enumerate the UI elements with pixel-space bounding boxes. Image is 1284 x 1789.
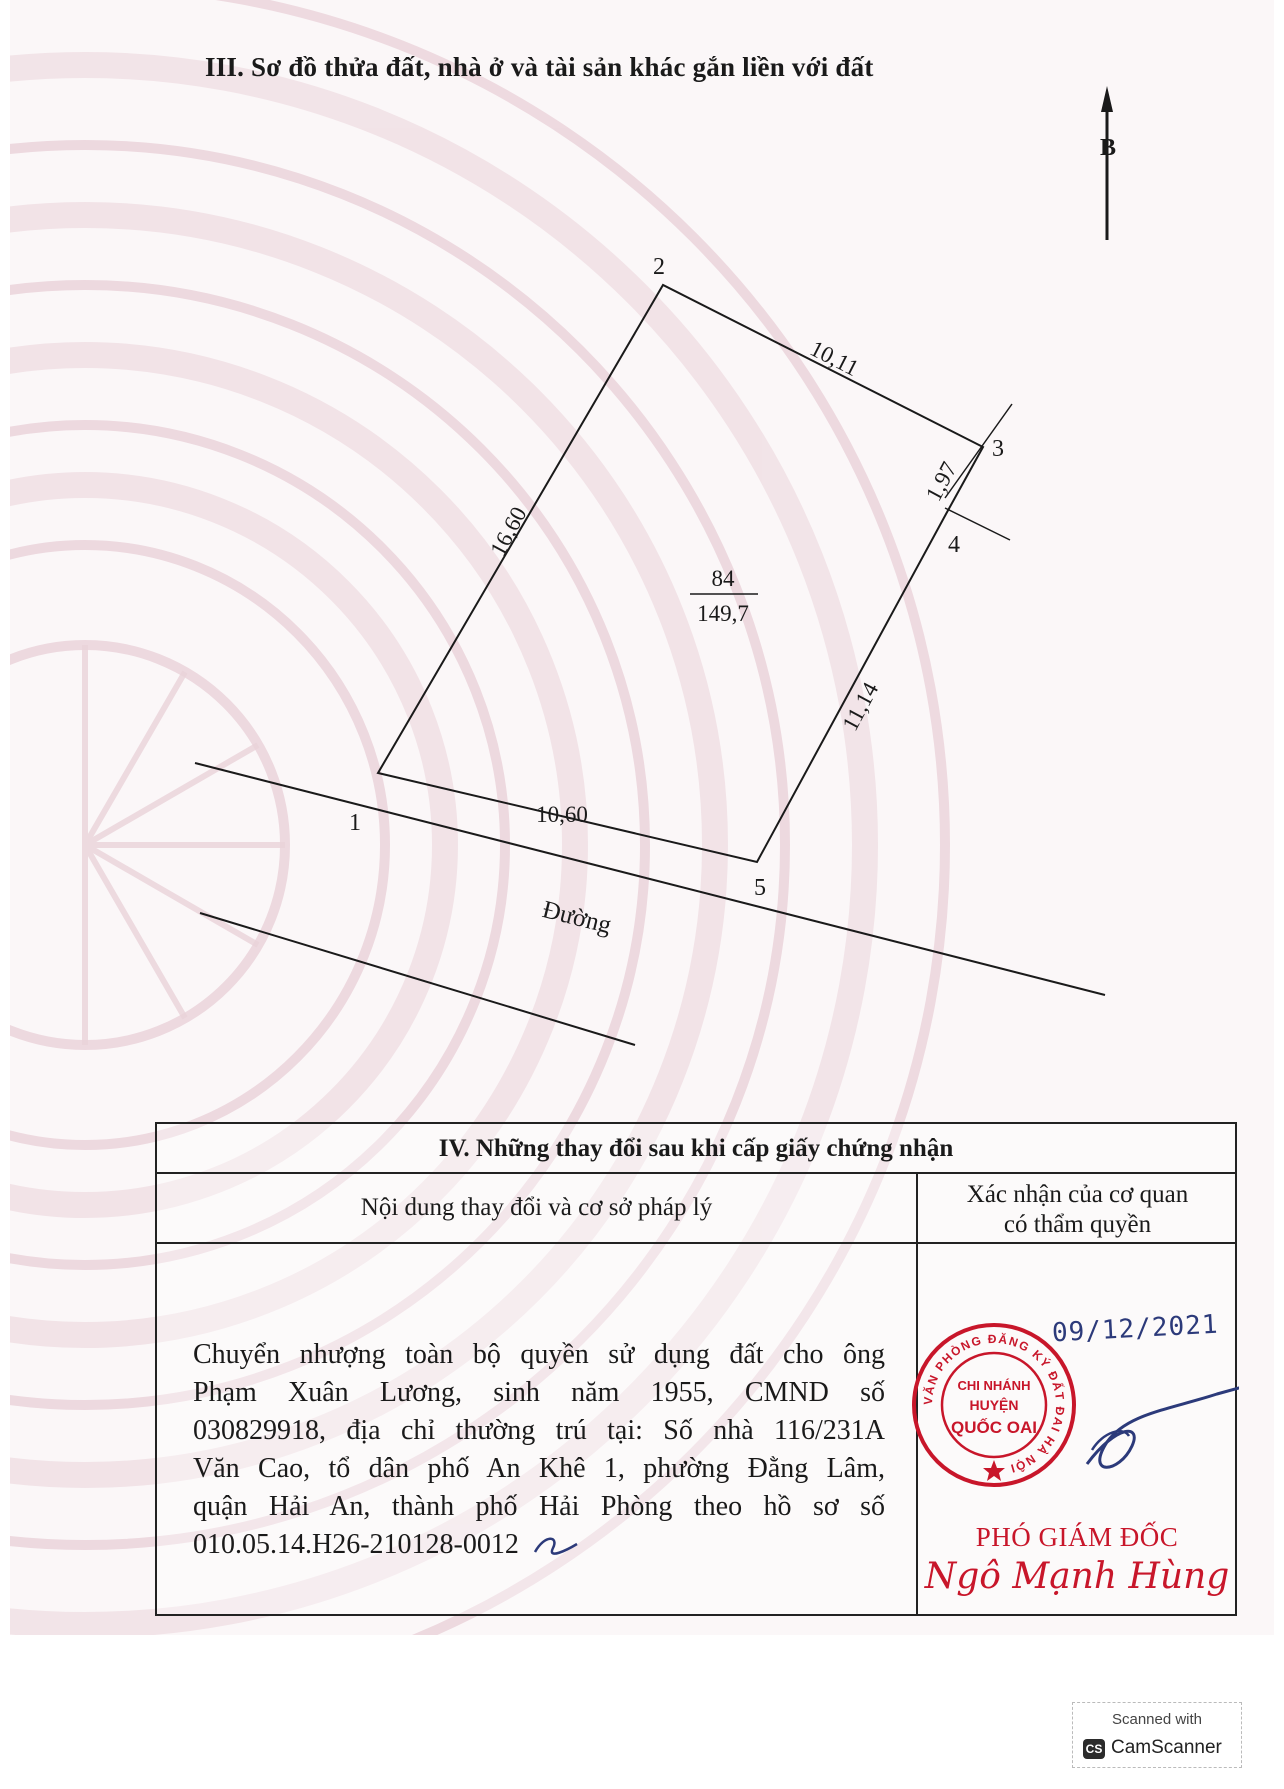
edge-length-5-1: 10,60 [536,802,588,827]
edge-length-1-2: 16,60 [485,502,532,561]
col-header-approval-line2: có thẩm quyền [1003,1211,1152,1238]
point-label-5: 5 [754,875,766,901]
section-iii-title: III. Sơ đồ thửa đất, nhà ở và tài sản khác gắn liền với đất [205,52,874,82]
point-label-2: 2 [653,254,665,280]
camscanner-logo-icon: CS [1083,1739,1105,1759]
road-edge-lower [200,913,635,1045]
col-header-content: Nội dung thay đổi và cơ sở pháp lý [360,1194,713,1221]
edge-length-2-3: 10,11 [806,335,863,382]
edge-length-3-4: 1,97 [920,457,962,506]
seal-line-3: QUỐC OAI [951,1418,1037,1437]
point-label-1: 1 [349,810,361,836]
changes-table [155,1122,1237,1616]
road-label: Đường [539,896,614,940]
col-header-approval [918,1180,1237,1240]
section-iv-title: IV. Những thay đổi sau khi cấp giấy chứng nhận [157,1124,1235,1174]
edge-length-4-5: 11,14 [837,678,884,735]
parcel-number: 84 [711,566,735,591]
approver-title: PHÓ GIÁM ĐỐC [975,1522,1179,1552]
point-label-3: 3 [992,436,1004,462]
parcel-boundary [378,285,983,862]
col-header-approval-line1: Xác nhận của cơ quan [966,1181,1189,1208]
camscanner-watermark [1072,1702,1242,1768]
parcel-area: 149,7 [697,601,749,626]
seal-line-2: HUYỆN [969,1397,1019,1413]
approval-date: 09/12/2021 [1051,1309,1220,1349]
seal-line-1: CHI NHÁNH [957,1378,1031,1393]
parcel-diagram [10,0,1274,1100]
change-description [193,1336,885,1564]
change-line: 010.05.14.H26-210128-0012 [193,1529,519,1560]
change-line: Chuyển nhượng toàn bộ quyền sử dụng đất cho ông [193,1339,885,1370]
seal-ring-text: VĂN PHÒNG ĐĂNG KÝ ĐẤT ĐAI HÀ NỘI [920,1331,1068,1476]
official-seal [909,1320,1079,1490]
header-divider [157,1242,1235,1244]
camscanner-name: CamScanner [1111,1737,1222,1758]
point-label-4: 4 [948,532,960,558]
change-line: Văn Cao, tổ dân phố An Khê 1, phường Đằng Lâm, [193,1453,885,1484]
change-line: quận Hải An, thành phố Hải Phòng theo hồ sơ số [193,1491,885,1522]
change-line: Phạm Xuân Lương, sinh năm 1955, CMND số [193,1377,885,1408]
north-label: B [1099,135,1117,161]
scanned-with-label: Scanned with [1111,1711,1203,1728]
approver-name: Ngô Mạnh Hùng [924,1556,1230,1597]
seal-star-icon [983,1460,1005,1481]
north-arrow-icon [1101,86,1113,240]
road-edge-upper [195,763,1105,995]
certificate-page [10,0,1274,1635]
change-line: 030829918, địa chỉ thường trú tại: Số nhà 116/231A [193,1415,885,1446]
